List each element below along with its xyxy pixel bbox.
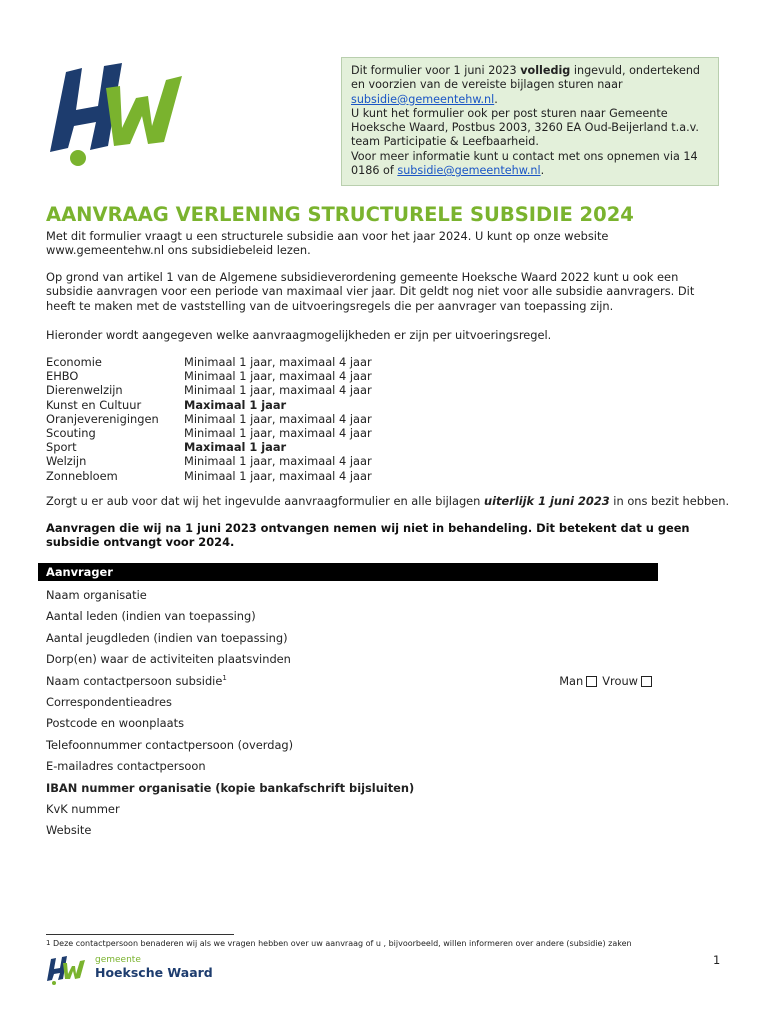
regulation-term: Maximaal 1 jaar [184, 440, 287, 455]
field-label: Naam organisatie [46, 588, 147, 602]
article-paragraph: Op grond van artikel 1 van de Algemene subsidieverordening gemeente Hoeksche Waard 2022 kunt u ook een subsidie aanvragen voor een periode van maximaal vier jaar. Dit geldt nog niet voor alle subsidie aanvragers. Dit heeft te maken met de vaststelling van de uitvoeringsregels die per aanvrager van toepassing zijn. [46, 270, 695, 313]
footer-logo-icon [46, 955, 88, 985]
form-field-row[interactable] [46, 802, 658, 823]
deadline-date: uiterlijk 1 juni 2023 [484, 494, 610, 508]
form-field-row[interactable] [46, 588, 658, 609]
email-link[interactable]: subsidie@gemeentehw.nl [351, 92, 495, 106]
hw-logo-icon [48, 58, 188, 168]
regulation-term: Minimaal 1 jaar, maximaal 4 jaar [184, 468, 372, 483]
regulation-term: Minimaal 1 jaar, maximaal 4 jaar [184, 454, 372, 469]
form-field-row[interactable] [46, 781, 658, 802]
field-label: Aantal jeugdleden (indien van toepassing) [46, 630, 288, 645]
form-field-row[interactable] [46, 738, 658, 759]
regulations-intro: Hieronder wordt aangegeven welke aanvraagmogelijkheden er zijn per uitvoeringsregel. [46, 328, 552, 342]
regulation-name: Zonnebloem [46, 468, 118, 483]
gender-man-label: Man [559, 673, 584, 688]
field-label: Telefoonnummer contactpersoon (overdag) [46, 737, 294, 752]
deadline-text: in ons bezit hebben. [609, 494, 730, 508]
regulation-term: Minimaal 1 jaar, maximaal 4 jaar [184, 425, 372, 440]
footnote-mark: 1 [46, 939, 51, 947]
regulation-name: Economie [46, 355, 102, 369]
gender-options [559, 674, 654, 689]
form-field-row[interactable] [46, 695, 658, 716]
infobox-text: . [494, 92, 498, 106]
intro-paragraph: Met dit formulier vraagt u een structurele subsidie aan voor het jaar 2024. U kunt op onze website www.gemeentehw.nl ons subsidiebeleid lezen. [46, 229, 609, 258]
late-submission-warning: Aanvragen die wij na 1 juni 2023 ontvangen nemen wij niet in behandeling. Dit betekent dat u geen subsidie ontvangt voor 2024. [46, 521, 690, 550]
gender-vrouw-label: Vrouw [602, 673, 638, 688]
footnote-divider [46, 934, 234, 935]
footer-brand [95, 955, 213, 980]
regulation-term: Minimaal 1 jaar, maximaal 4 jaar [184, 355, 372, 369]
field-label: E-mailadres contactpersoon [46, 759, 206, 774]
form-field-row[interactable] [46, 631, 658, 652]
regulation-name: Sport [46, 440, 77, 455]
field-label: Postcode en woonplaats [46, 716, 184, 731]
regulation-name: Scouting [46, 425, 96, 440]
field-label: Dorp(en) waar de activiteiten plaatsvinden [46, 652, 291, 667]
section-header-applicant: Aanvrager [38, 563, 658, 581]
regulation-term: Minimaal 1 jaar, maximaal 4 jaar [184, 383, 372, 398]
gender-vrouw-checkbox[interactable] [641, 676, 652, 687]
page-title: AANVRAAG VERLENING STRUCTURELE SUBSIDIE 2024 [46, 203, 634, 226]
infobox-bold: volledig [520, 64, 571, 77]
applicant-fields [46, 588, 658, 845]
regulation-term: Minimaal 1 jaar, maximaal 4 jaar [184, 411, 372, 426]
regulation-name: Welzijn [46, 454, 87, 469]
regulation-term: Minimaal 1 jaar, maximaal 4 jaar [184, 369, 372, 384]
field-label: IBAN nummer organisatie (kopie bankafschrift bijsluiten) [46, 780, 415, 795]
infobox-text: ingevuld, ondertekend en voorzien van de vereiste bijlagen sturen naar [351, 64, 701, 92]
form-field-row[interactable] [46, 759, 658, 780]
footnote [46, 939, 632, 948]
field-label: Aantal leden (indien van toepassing) [46, 609, 256, 624]
page-number: 1 [713, 953, 721, 967]
instructions-box [341, 57, 719, 186]
deadline-text: Zorgt u er aub voor dat wij het ingevulde aanvraagformulier en alle bijlagen [46, 494, 485, 508]
field-label: Website [46, 823, 92, 838]
regulation-name: EHBO [46, 369, 79, 384]
form-field-row[interactable] [46, 674, 658, 695]
regulation-term: Maximaal 1 jaar [184, 397, 287, 412]
email-link[interactable]: subsidie@gemeentehw.nl [397, 164, 541, 178]
deadline-notice [46, 494, 729, 508]
infobox-post-text: U kunt het formulier ook per post sturen naar Gemeente Hoeksche Waard, Postbus 2003, 3260 EA Oud-Beijerland t.a.v. team Participatie & Leefbaarheid. [351, 106, 699, 149]
form-field-row[interactable] [46, 823, 658, 844]
field-label: KvK nummer [46, 801, 120, 816]
footer-brand-main: Hoeksche Waard [95, 965, 213, 980]
footnote-ref: 1 [222, 673, 227, 682]
gender-man-checkbox[interactable] [586, 676, 597, 687]
form-field-row[interactable] [46, 609, 658, 630]
regulation-name: Kunst en Cultuur [46, 397, 142, 412]
field-label: Naam contactpersoon subsidie [46, 673, 223, 688]
infobox-text: . [540, 164, 545, 178]
regulation-name: Oranjeverenigingen [46, 411, 159, 426]
infobox-contact-text: Voor meer informatie kunt u contact met ons opnemen via 14 0186 of [351, 149, 698, 178]
footer-brand-sub: gemeente [95, 955, 141, 965]
infobox-text: Dit formulier voor 1 juni 2023 [351, 64, 521, 77]
field-label: Correspondentieadres [46, 694, 172, 709]
form-field-row[interactable] [46, 652, 658, 673]
footnote-text: Deze contactpersoon benaderen wij als we vragen hebben over uw aanvraag of u , bijvoorbeeld, willen informeren over andere (subsidie) zaken [50, 939, 632, 948]
form-field-row[interactable] [46, 716, 658, 737]
regulation-name: Dierenwelzijn [46, 383, 123, 398]
